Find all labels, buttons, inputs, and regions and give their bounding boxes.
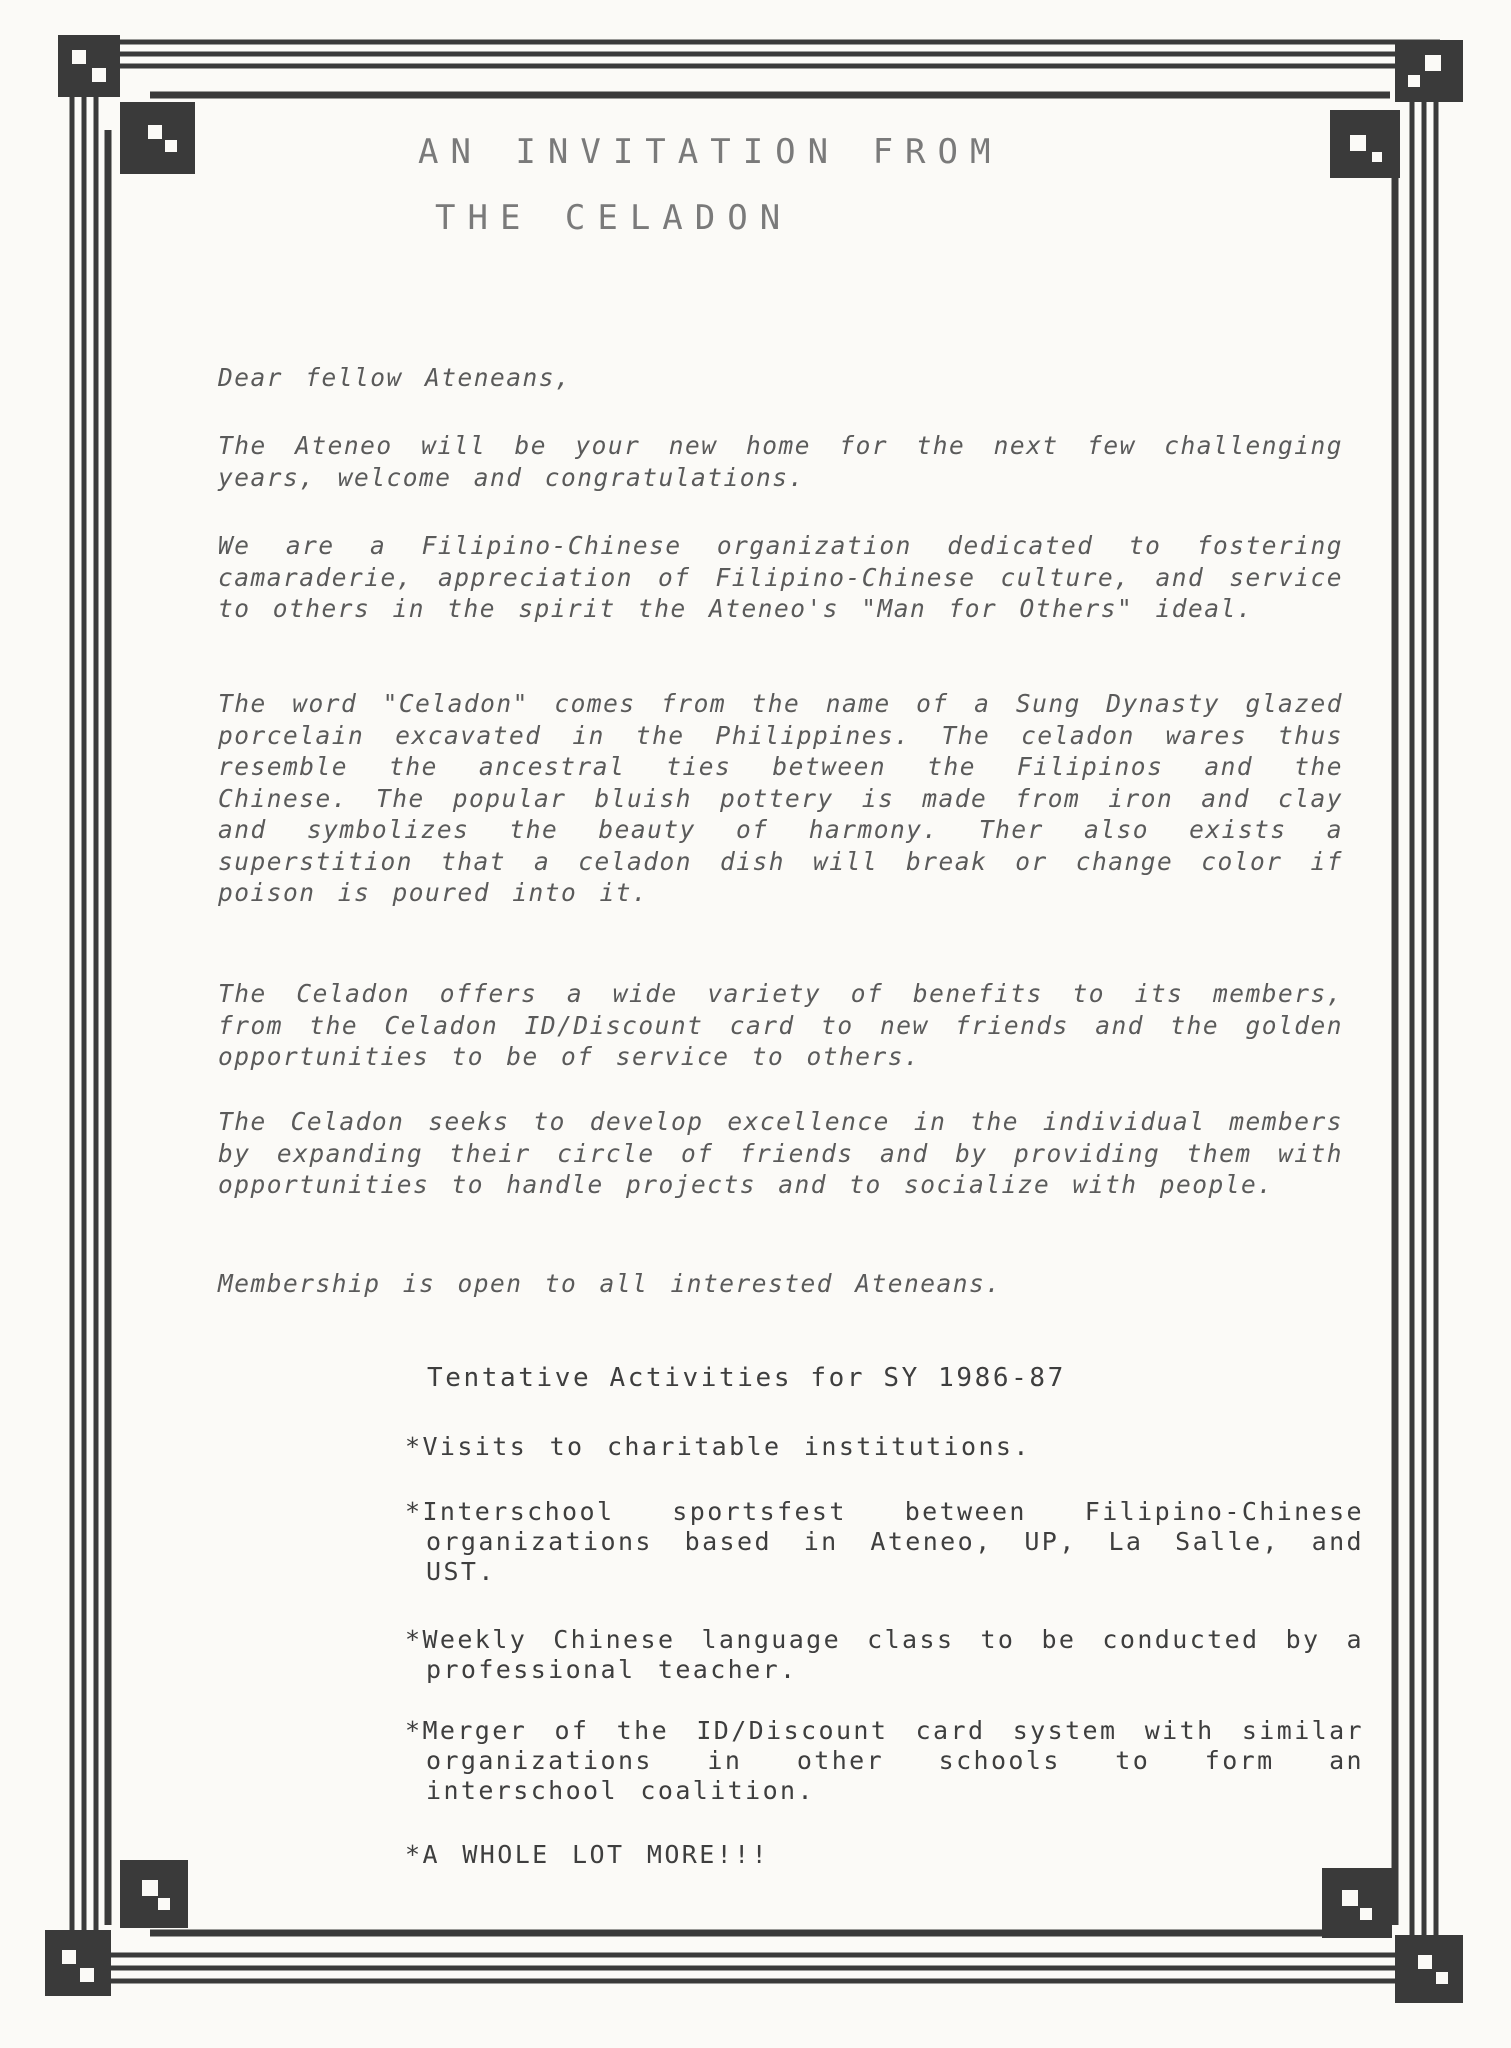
activity-item: *Interschool sportsfest between Filipino-Chinese organizations based in Ateneo, UP, La Salle, and UST. xyxy=(405,1497,1364,1586)
paragraph-benefits: The Celadon offers a wide variety of benefits to its members, from the Celadon ID/Discount card to new friends and the golden opportunities to be of service to others. xyxy=(218,979,1343,1071)
paragraph-organization: We are a Filipino-Chinese organization dedicated to fostering camaraderie, appreciation of Filipino-Chinese culture, and service to others in the spirit the Ateneo's "Man for Others" ideal. xyxy=(218,531,1343,623)
paragraph-excellence: The Celadon seeks to develop excellence in the individual members by expanding their circle of friends and by providing them with opportunities to handle projects and to socialize with people. xyxy=(218,1107,1343,1199)
paragraph-celadon-origin: The word "Celadon" comes from the name of a Sung Dynasty glazed porcelain excavated in the Philippines. The celadon wares thus resemble the ancestral ties between the Filipinos and the Chinese. The popular bluish pottery is made from iron and clay and symbolizes the beauty of harmony. Ther also exists a superstition that a celadon dish will break or change color if poison is poured into it. xyxy=(218,689,1343,907)
title-line-1: AN INVITATION FROM xyxy=(418,132,1003,172)
activity-item: *Weekly Chinese language class to be conducted by a professional teacher. xyxy=(405,1625,1364,1684)
title-line-2: THE CELADON xyxy=(435,198,793,238)
activities-heading: Tentative Activities for SY 1986-87 xyxy=(427,1363,1066,1393)
paragraph-membership: Membership is open to all interested Ateneans. xyxy=(218,1269,1002,1298)
activity-item: *A WHOLE LOT MORE!!! xyxy=(405,1840,770,1869)
salutation: Dear fellow Ateneans, xyxy=(218,363,572,392)
paragraph-welcome: The Ateneo will be your new home for the next few challenging years, welcome and congratulations. xyxy=(218,431,1343,492)
activity-item: *Visits to charitable institutions. xyxy=(405,1432,1031,1461)
activity-item: *Merger of the ID/Discount card system with similar organizations in other schools to form an interschool coalition. xyxy=(405,1716,1364,1805)
